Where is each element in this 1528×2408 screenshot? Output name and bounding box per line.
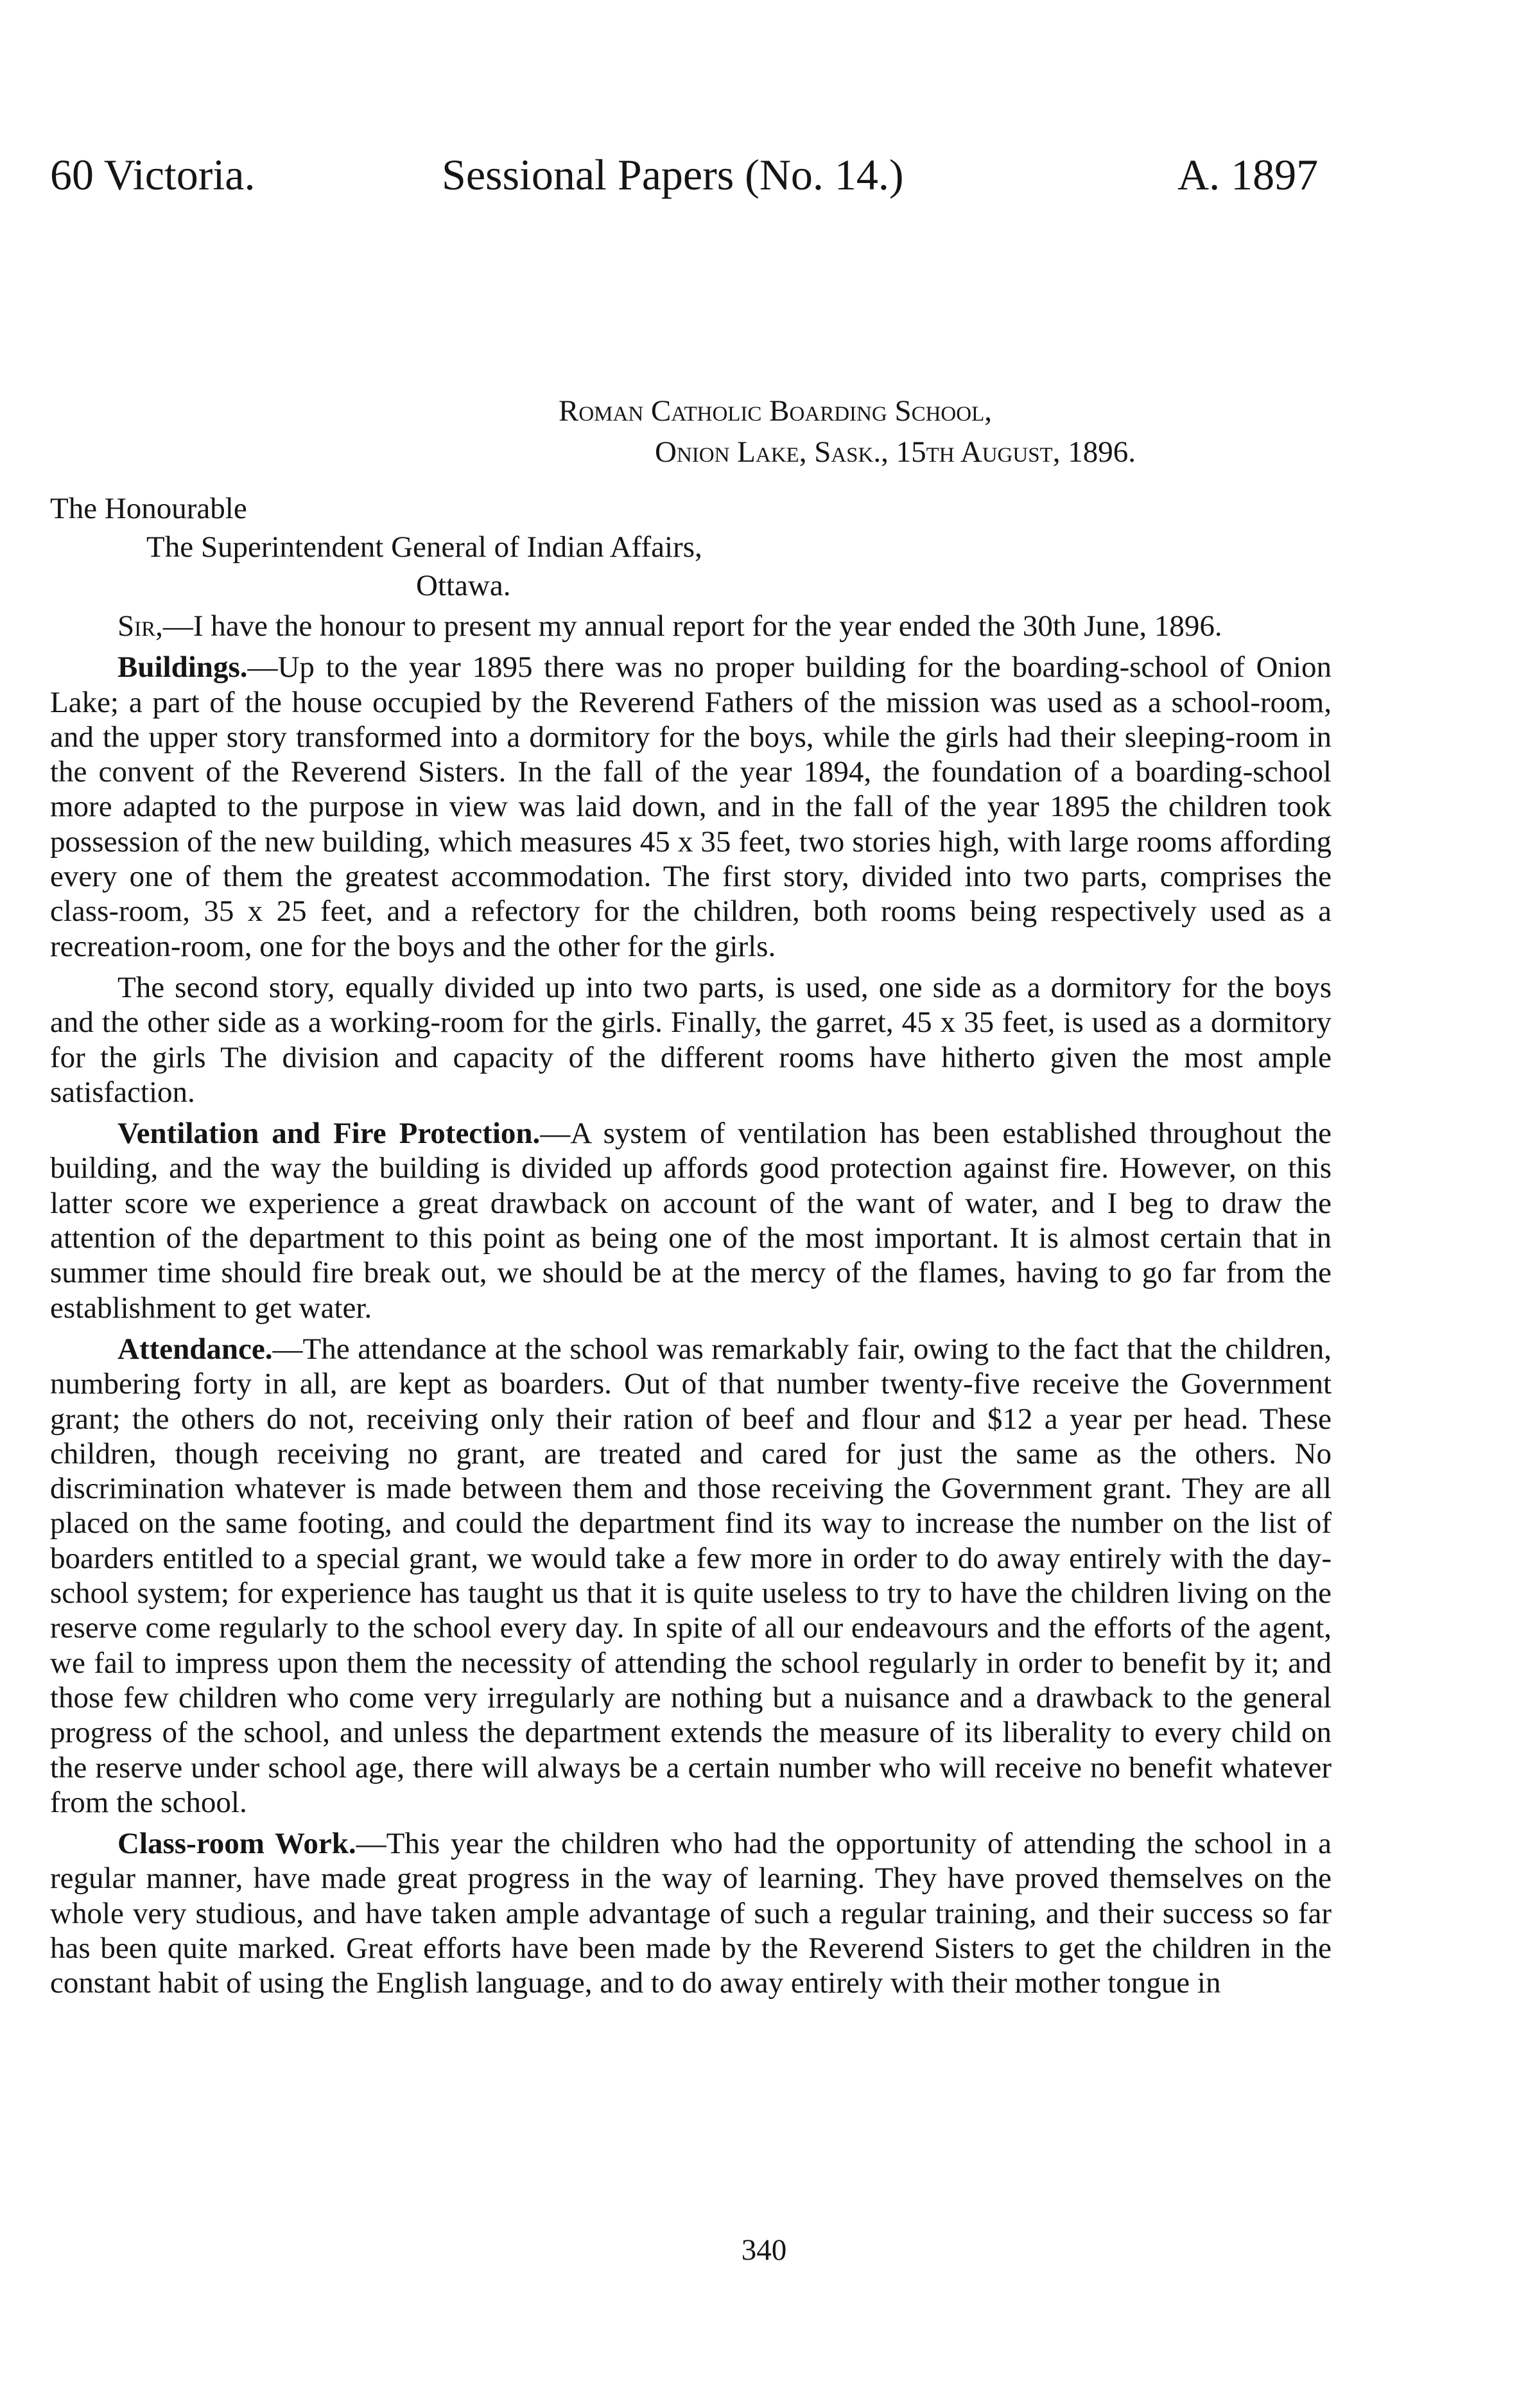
salutation-text: —I have the honour to present my annual report for the year ended the 30th June, 1896. — [162, 609, 1222, 643]
header-volume: 60 Victoria. — [50, 150, 256, 199]
buildings-text-2: The second story, equally divided up into two parts, is used, one side as a dormitory for the boys and the other side as a working-room for the girls. Finally, the garret, 45 x 35 feet, is used as a dormitory for the girls The division and capacity of the different rooms have hitherto given the most ample satisfaction. — [50, 970, 1332, 1109]
buildings-text-1: —Up to the year 1895 there was no proper building for the boarding-school of Onion Lake; a part of the house occupied by the Reverend Fathers of the mission was used as a school-room, and the upper story transformed into a dormitory for the boys, while the girls had their sleeping-room in the convent of the Reverend Sisters. In the fall of the year 1894, the foundation of a boarding-school more adapted to the purpose in view was laid down, and in the fall of the year 1895 the children took possession of the new building, which measures 45 x 35 feet, two stories high, with large rooms affording every one of them the greatest accommodation. The first story, divided into two parts, comprises the class-room, 35 x 25 feet, and a refectory for the children, both rooms being respectively used as a recreation-room, one for the boys and the other for the girls. — [50, 650, 1332, 963]
address-line-2: The Superintendent General of Indian Affairs, — [146, 530, 702, 564]
classroom-text: —This year the children who had the opportunity of attending the school in a regular manner, have made great progress in the way of learning. They have proved themselves on the whole very studious, and have taken ample advantage of such a regular training, and their success so far has been quite marked. Great efforts have been made by the Reverend Sisters to get the children in the constant habit of using the English language, and to do away entirely with their mother tongue in — [50, 1827, 1332, 2000]
header-year: A. 1897 — [1177, 150, 1319, 199]
recipient-address — [50, 489, 949, 605]
running-header — [0, 149, 1528, 200]
ventilation-paragraph — [50, 1116, 1332, 1325]
attendance-text: —The attendance at the school was remarkably fair, owing to the fact that the children, numbering forty in all, are kept as boarders. Out of that number twenty-five receive the Government grant; the others do not, receiving only their ration of beef and flour and $12 a year per head. These children, though receiving no grant, are treated and cared for just the same as the others. No discrimination whatever is made between them and those receiving the Government grant. They are all placed on the same footing, and could the department find its way to increase the number on the list of boarders entitled to a special grant, we would take a few more in order to do away entirely with the day-school system; for experience has taught us that it is quite useless to try to have the children living on the reserve come regularly to the school every day. In spite of all our endeavours and the efforts of the agent, we fail to impress upon them the necessity of attending the school regularly in order to benefit by it; and those few children who come very irregularly are nothing but a nuisance and a drawback to the general progress of the school, and unless the department extends the measure of its liberality to every child on the reserve under school age, there will always be a certain number who will receive no benefit whatever from the school. — [50, 1332, 1332, 1819]
ventilation-text: —A system of ventilation has been established throughout the building, and the way the building is divided up affords good protection against fire. However, on this latter score we experience a great drawback on account of the want of water, and I beg to draw the attention of the department to this point as being one of the most important. It is almost certain that in summer time should fire break out, we should be at the mercy of the flames, having to go far from the establishment to get water. — [50, 1117, 1332, 1325]
buildings-paragraph-2 — [50, 970, 1332, 1110]
buildings-heading: Buildings. — [117, 650, 248, 685]
report-body — [50, 609, 1332, 2001]
letterhead-place-date — [559, 432, 1393, 473]
address-line-1: The Honourable — [50, 492, 247, 525]
salutation-paragraph — [50, 609, 1332, 643]
letterhead — [559, 390, 1393, 473]
attendance-heading: Attendance. — [117, 1332, 273, 1366]
ventilation-heading: Ventilation and Fire Protection. — [117, 1117, 541, 1151]
letterhead-school-name: Roman Catholic Boarding School, — [559, 394, 992, 428]
salutation-lead: Sir, — [117, 609, 163, 643]
classroom-paragraph — [50, 1826, 1332, 2000]
buildings-paragraph-1 — [50, 650, 1332, 964]
header-title: Sessional Papers (No. 14.) — [442, 150, 904, 199]
attendance-paragraph — [50, 1332, 1332, 1820]
page-number: 340 — [741, 2233, 787, 2267]
address-line-3: Ottawa. — [416, 569, 511, 602]
letterhead-place-date-text: Onion Lake, Sask., 15th August, 1896. — [655, 435, 1136, 469]
classroom-heading: Class-room Work. — [117, 1827, 356, 1861]
